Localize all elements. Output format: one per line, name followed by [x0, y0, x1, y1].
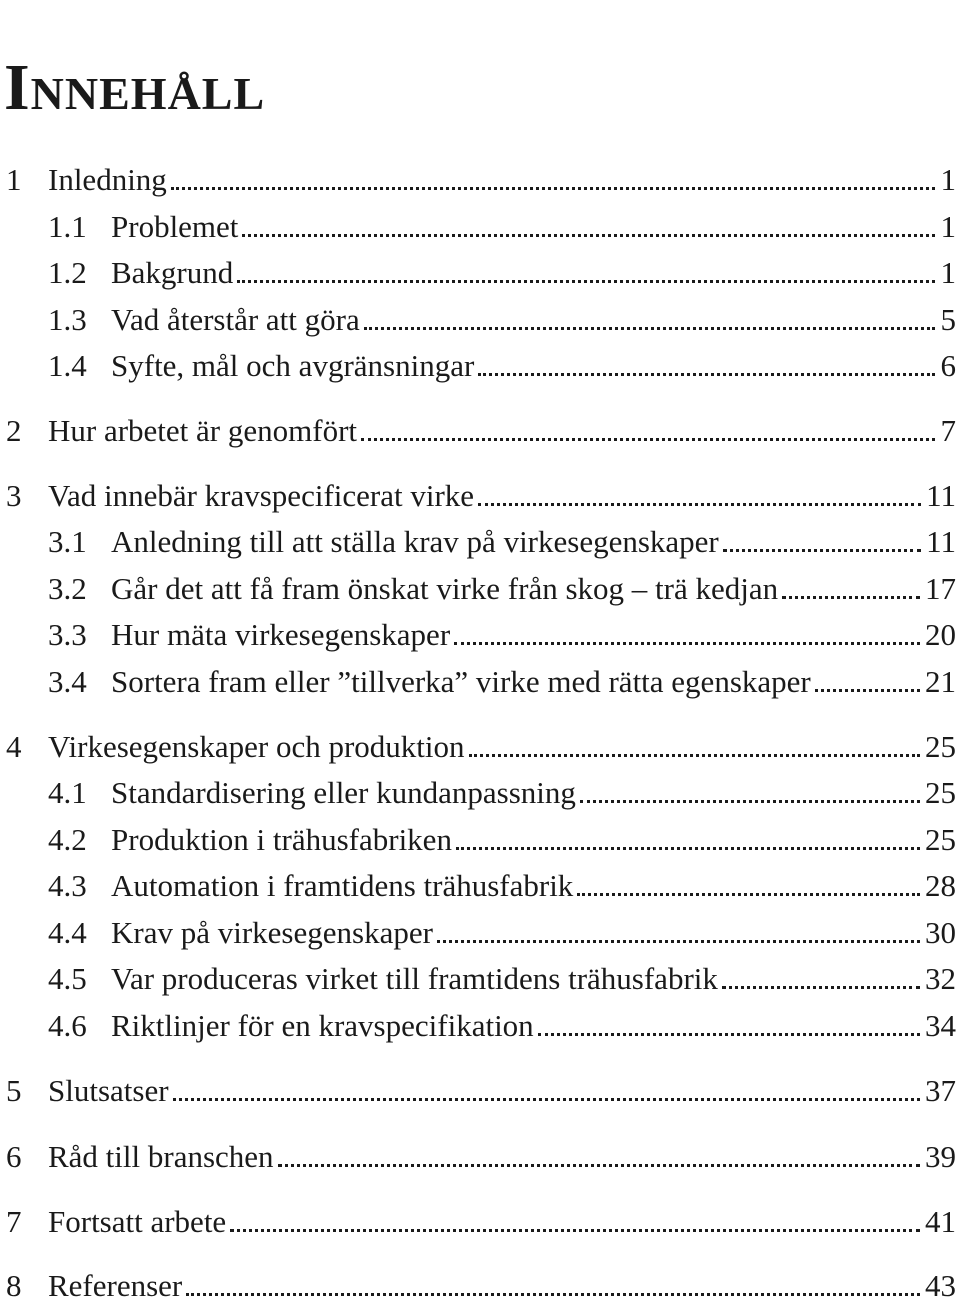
toc-entry-number: 3	[6, 478, 22, 513]
toc-entry-number: 4.2	[48, 822, 87, 857]
toc-entry-title: Slutsatser	[48, 1071, 171, 1111]
toc-entry[interactable]	[0, 913, 960, 953]
toc-entry-page: 43	[922, 1266, 956, 1306]
toc-entry-number: 4.6	[48, 1008, 87, 1043]
toc-entry-number: 2	[6, 413, 22, 448]
toc-dot-leader	[456, 847, 920, 850]
toc-entry-number: 1.4	[48, 348, 87, 383]
toc-dot-leader	[364, 327, 935, 330]
toc-entry-title: Bakgrund	[111, 253, 235, 293]
toc-entry-number: 4.5	[48, 961, 87, 996]
toc-entry-page: 28	[922, 866, 956, 906]
toc-entry[interactable]	[0, 476, 960, 516]
toc-entry-title: Produktion i trähusfabriken	[111, 820, 454, 860]
toc-entry-page: 25	[922, 820, 956, 860]
toc-entry-title: Automation i framtidens trähusfabrik	[111, 866, 575, 906]
toc-dot-leader	[478, 373, 935, 376]
toc-entry-page: 25	[922, 773, 956, 813]
toc-entry-number: 1.3	[48, 302, 87, 337]
toc-entry-page: 25	[922, 727, 956, 767]
toc-dot-leader	[230, 1229, 920, 1232]
toc-entry[interactable]	[0, 727, 960, 767]
toc-dot-leader	[478, 503, 921, 506]
toc-entry-title: Var produceras virket till framtidens trähusfabrik	[111, 959, 720, 999]
toc-entry-number: 3.3	[48, 617, 87, 652]
toc-entry-page: 11	[923, 522, 956, 562]
toc-entry-page: 1	[938, 160, 957, 200]
toc-entry-title: Problemet	[111, 207, 240, 247]
toc-entry[interactable]	[0, 346, 960, 386]
toc-entry-number: 6	[6, 1139, 22, 1174]
toc-entry[interactable]	[0, 959, 960, 999]
toc-entry-title: Inledning	[48, 160, 169, 200]
toc-entry[interactable]	[0, 522, 960, 562]
toc-entry-title: Riktlinjer för en kravspecifikation	[111, 1006, 536, 1046]
toc-entry-title: Vad återstår att göra	[111, 300, 362, 340]
toc-dot-leader	[242, 234, 935, 237]
toc-entry-title: Virkesegenskaper och produktion	[48, 727, 467, 767]
toc-entry-number: 7	[6, 1204, 22, 1239]
toc-dot-leader	[723, 549, 921, 552]
toc-entry-page: 5	[938, 300, 957, 340]
toc-entry-number: 3.2	[48, 571, 87, 606]
toc-entry[interactable]	[0, 773, 960, 813]
toc-entry-title: Referenser	[48, 1266, 184, 1306]
toc-entry-number: 1	[6, 162, 22, 197]
toc-entry[interactable]	[0, 253, 960, 293]
toc-entry-page: 11	[923, 476, 956, 516]
toc-dot-leader	[580, 800, 920, 803]
toc-dot-leader	[437, 940, 920, 943]
toc-entry[interactable]	[0, 1202, 960, 1242]
toc-entry-number: 1.2	[48, 255, 87, 290]
toc-entry[interactable]	[0, 300, 960, 340]
toc-entry-number: 3.4	[48, 664, 87, 699]
toc-entry[interactable]	[0, 1266, 960, 1306]
toc-entry[interactable]	[0, 662, 960, 702]
toc-entry-number: 1.1	[48, 209, 87, 244]
toc-entry[interactable]	[0, 411, 960, 451]
toc-dot-leader	[186, 1293, 920, 1296]
toc-dot-leader	[815, 689, 920, 692]
toc-entry-number: 8	[6, 1268, 22, 1303]
toc-dot-leader	[577, 893, 920, 896]
toc-entry[interactable]	[0, 1071, 960, 1111]
toc-entry[interactable]	[0, 160, 960, 200]
toc-entry-page: 32	[922, 959, 956, 999]
toc-entry[interactable]	[0, 1006, 960, 1046]
toc-entry-page: 30	[922, 913, 956, 953]
toc-entry-title: Fortsatt arbete	[48, 1202, 228, 1242]
toc-dot-leader	[171, 187, 935, 190]
toc-dot-leader	[782, 596, 920, 599]
toc-entry[interactable]	[0, 207, 960, 247]
toc-dot-leader	[538, 1033, 920, 1036]
toc-entry-title: Går det att få fram önskat virke från skog – trä kedjan	[111, 569, 780, 609]
toc-entry-title: Sortera fram eller ”tillverka” virke med rätta egenskaper	[111, 662, 813, 702]
toc-entry-page: 34	[922, 1006, 956, 1046]
toc-dot-leader	[469, 754, 920, 757]
toc-entry-title: Standardisering eller kundanpassning	[111, 773, 578, 813]
toc-entry-title: Vad innebär kravspecificerat virke	[48, 476, 476, 516]
toc-entry-title: Syfte, mål och avgränsningar	[111, 346, 476, 386]
toc-entry-page: 39	[922, 1137, 956, 1177]
toc-entry-title: Hur arbetet är genomfört	[48, 411, 359, 451]
toc-entry-number: 4.1	[48, 775, 87, 810]
toc-dot-leader	[278, 1164, 920, 1167]
toc-entry-number: 5	[6, 1073, 22, 1108]
toc-entry-title: Hur mäta virkesegenskaper	[111, 615, 452, 655]
toc-entry-page: 41	[922, 1202, 956, 1242]
toc-entry-page: 37	[922, 1071, 956, 1111]
toc-entry-title: Krav på virkesegenskaper	[111, 913, 435, 953]
toc-dot-leader	[173, 1098, 920, 1101]
toc-entry-page: 21	[922, 662, 956, 702]
toc-entry[interactable]	[0, 866, 960, 906]
toc-dot-leader	[237, 280, 935, 283]
toc-entry-page: 17	[922, 569, 956, 609]
page-title: Innehåll	[4, 51, 266, 125]
toc-entry-number: 4	[6, 729, 22, 764]
toc-entry-page: 7	[938, 411, 957, 451]
toc-entry[interactable]	[0, 569, 960, 609]
toc-dot-leader	[722, 986, 920, 989]
toc-entry-title: Anledning till att ställa krav på virkesegenskaper	[111, 522, 721, 562]
toc-entry[interactable]	[0, 1137, 960, 1177]
toc-entry-page: 20	[922, 615, 956, 655]
toc-entry-number: 3.1	[48, 524, 87, 559]
toc-entry-page: 6	[938, 346, 957, 386]
toc-entry[interactable]	[0, 615, 960, 655]
toc-dot-leader	[361, 438, 935, 441]
toc-entry-page: 1	[938, 253, 957, 293]
toc-entry-number: 4.4	[48, 915, 87, 950]
toc-entry-title: Råd till branschen	[48, 1137, 276, 1177]
toc-entry[interactable]	[0, 820, 960, 860]
toc-dot-leader	[454, 642, 920, 645]
toc-entry-page: 1	[938, 207, 957, 247]
toc-entry-number: 4.3	[48, 868, 87, 903]
